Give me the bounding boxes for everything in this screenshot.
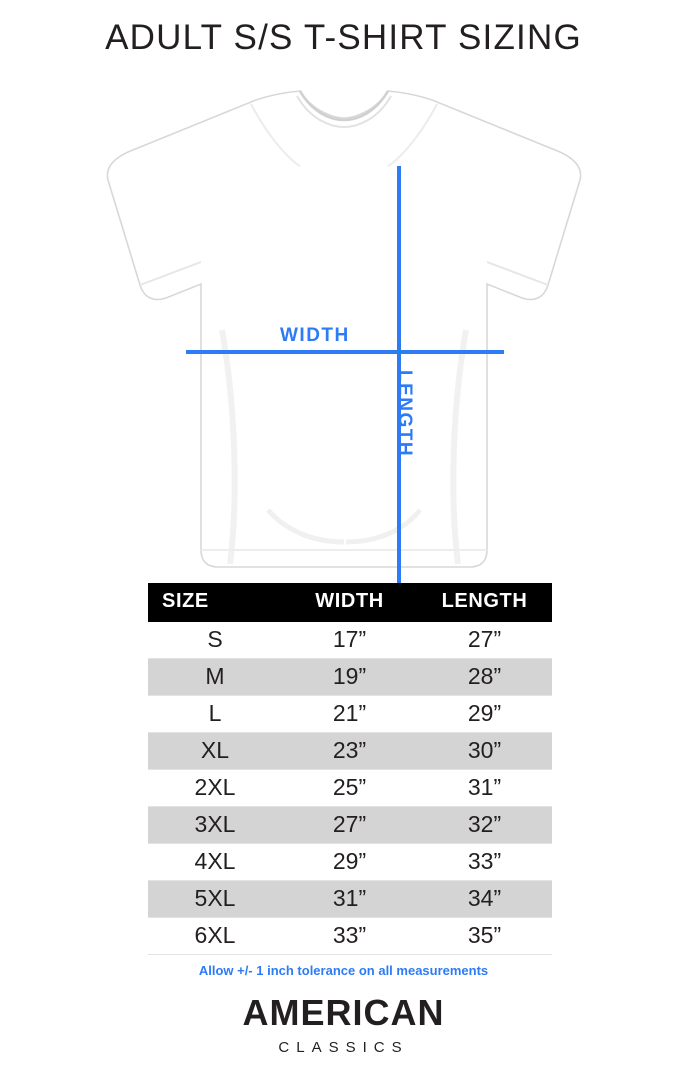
- table-row: [148, 622, 552, 659]
- size-table: [148, 583, 552, 955]
- cell-width: 27”: [282, 807, 417, 844]
- table-row: [148, 659, 552, 696]
- column-header-width: WIDTH: [282, 583, 417, 622]
- column-header-size: SIZE: [148, 583, 282, 622]
- table-header-row: [148, 583, 552, 622]
- cell-length: 32”: [417, 807, 552, 844]
- cell-size: L: [148, 696, 282, 733]
- table-row: [148, 696, 552, 733]
- width-measure-line: [186, 350, 504, 354]
- cell-size: 6XL: [148, 918, 282, 955]
- cell-size: M: [148, 659, 282, 696]
- cell-length: 35”: [417, 918, 552, 955]
- cell-size: XL: [148, 733, 282, 770]
- tshirt-diagram: [0, 80, 687, 570]
- cell-size: 2XL: [148, 770, 282, 807]
- brand-name: AMERICAN: [242, 992, 445, 1033]
- brand-tagline: CLASSICS: [278, 1039, 409, 1056]
- cell-size: 4XL: [148, 844, 282, 881]
- table-row: [148, 881, 552, 918]
- cell-size: 5XL: [148, 881, 282, 918]
- cell-width: 21”: [282, 696, 417, 733]
- cell-width: 17”: [282, 622, 417, 659]
- page-title: ADULT S/S T-SHIRT SIZING: [105, 18, 582, 57]
- table-row: [148, 844, 552, 881]
- cell-width: 19”: [282, 659, 417, 696]
- cell-width: 23”: [282, 733, 417, 770]
- length-label: LENGTH: [394, 370, 415, 458]
- table-row: [148, 770, 552, 807]
- cell-width: 33”: [282, 918, 417, 955]
- cell-length: 29”: [417, 696, 552, 733]
- table-row: [148, 733, 552, 770]
- cell-width: 29”: [282, 844, 417, 881]
- tolerance-note: Allow +/- 1 inch tolerance on all measurements: [198, 963, 489, 978]
- cell-length: 33”: [417, 844, 552, 881]
- cell-size: 3XL: [148, 807, 282, 844]
- width-label: WIDTH: [280, 325, 350, 346]
- cell-size: S: [148, 622, 282, 659]
- cell-length: 31”: [417, 770, 552, 807]
- cell-length: 34”: [417, 881, 552, 918]
- column-header-length: LENGTH: [417, 583, 552, 622]
- cell-width: 31”: [282, 881, 417, 918]
- cell-length: 30”: [417, 733, 552, 770]
- cell-length: 28”: [417, 659, 552, 696]
- cell-width: 25”: [282, 770, 417, 807]
- brand-logo: [0, 992, 687, 1056]
- table-row: [148, 918, 552, 955]
- cell-length: 27”: [417, 622, 552, 659]
- table-row: [148, 807, 552, 844]
